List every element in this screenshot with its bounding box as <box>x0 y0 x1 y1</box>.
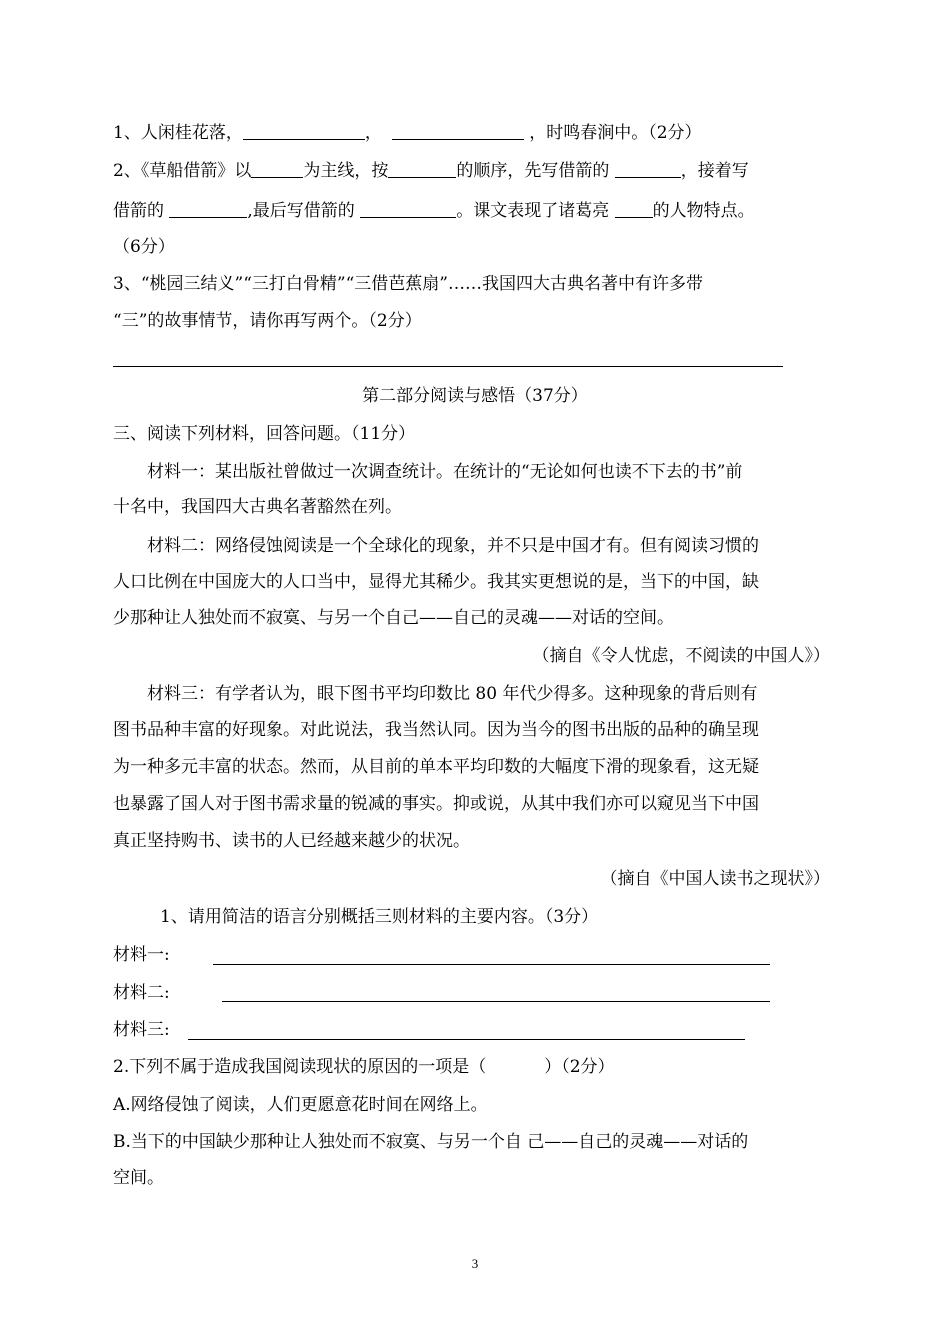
q1-text-a: 1、人闲桂花落， <box>113 123 243 143</box>
option-b-line-2: 空间。 <box>113 1168 164 1188</box>
answer-label-material-2: 材料二: <box>113 983 170 1003</box>
answer-line-material-2[interactable] <box>222 1001 770 1002</box>
material-2-source: （摘自《令人忧虑，不阅读的中国人》） <box>532 646 830 666</box>
material-3-line-5: 真正坚持购书、读书的人已经越来越少的状况。 <box>113 831 470 851</box>
material-3-source: （摘自《中国人读书之现状》） <box>600 869 830 889</box>
q2-blank-1[interactable] <box>251 159 303 178</box>
q2-blank-3[interactable] <box>615 159 681 178</box>
q2-text-e: 借箭的 <box>113 201 170 221</box>
q1-blank-1[interactable] <box>243 121 365 140</box>
material-3-line-1: 材料三：有学者认为，眼下图书平均印数比 80 年代少得多。这种现象的背后则有 <box>147 684 758 704</box>
answer-label-material-1: 材料一: <box>113 945 170 965</box>
q2-text-d: ，接着写 <box>680 161 749 181</box>
material-2-line-1: 材料二：网络侵蚀阅读是一个全球化的现象，并不只是中国才有。但有阅读习惯的 <box>147 536 759 556</box>
q1-blank-2[interactable] <box>392 121 524 140</box>
q2-line-1 <box>113 159 749 182</box>
q2-text-c: 的顺序，先写借箭的 <box>456 161 615 181</box>
material-2-line-2: 人口比例在中国庞大的人口当中，显得尤其稀少。我其实更想说的是，当下的中国，缺 <box>113 572 759 592</box>
q2-text-b: 为主线，按 <box>303 161 389 181</box>
material-3-line-2: 图书品种丰富的好现象。对此说法，我当然认同。因为当今的图书出版的品种的确呈现 <box>113 720 759 740</box>
answer-line-material-3[interactable] <box>188 1039 745 1040</box>
material-2-line-3: 少那种让人独处而不寂寞、与另一个自己——自己的灵魂——对话的空间。 <box>113 608 674 628</box>
q2-blank-6[interactable] <box>615 199 653 218</box>
q2-line-2 <box>113 199 755 222</box>
q2-text-h: 的人物特点。 <box>652 201 755 221</box>
q1-text-c: ，时鸣春涧中。（2分） <box>523 123 702 143</box>
q2-blank-4[interactable] <box>169 199 247 218</box>
section-three-heading: 三、阅读下列材料，回答问题。（11分） <box>113 424 416 444</box>
q2-text-a: 2、《草船借箭》以 <box>113 161 252 181</box>
option-b-line-1: B.当下的中国缺少那种让人独处而不寂寞、与另一个自 己——自己的灵魂——对话的 <box>113 1132 749 1152</box>
material-3-line-4: 也暴露了国人对于图书需求量的锐减的事实。抑或说，从其中我们亦可以窥见当下中国 <box>113 794 759 814</box>
option-a: A.网络侵蚀了阅读，人们更愿意花时间在网络上。 <box>113 1095 488 1115</box>
page-number: 3 <box>471 1256 479 1271</box>
q3-line-1: 3、“桃园三结义”“三打白骨精”“三借芭蕉扇”……我国四大古典名著中有许多带 <box>113 274 703 294</box>
q2-blank-2[interactable] <box>388 159 456 178</box>
reading-q2 <box>113 1056 615 1078</box>
q2-text-g: 。课文表现了诸葛亮 <box>456 201 615 221</box>
q2-blank-5[interactable] <box>360 199 456 218</box>
material-1-line-2: 十名中，我国四大古典名著豁然在列。 <box>113 497 402 517</box>
material-3-line-3: 为一种多元丰富的状态。然而，从目前的单本平均印数的大幅度下滑的现象看，这无疑 <box>113 757 759 777</box>
q2-score: （6分） <box>113 237 175 257</box>
q3-answer-line[interactable] <box>113 366 783 367</box>
material-1-line-1: 材料一：某出版社曾做过一次调查统计。在统计的“无论如何也读不下去的书”前 <box>147 462 743 482</box>
part2-title: 第二部分阅读与感悟（37分） <box>362 386 588 406</box>
reading-q2-text-a: 2.下列不属于造成我国阅读现状的原因的一项是（ <box>113 1057 487 1077</box>
answer-label-material-3: 材料三: <box>113 1020 170 1040</box>
answer-line-material-1[interactable] <box>213 964 770 965</box>
q3-line-2: “三”的故事情节，请你再写两个。（2分） <box>113 311 422 331</box>
q1-text-b: ， <box>364 123 382 143</box>
q2-text-f: ,最后写借箭的 <box>247 201 361 221</box>
reading-q2-text-b: ）（2分） <box>544 1057 615 1077</box>
q1-line <box>113 121 702 144</box>
reading-q1: 1、请用简洁的语言分别概括三则材料的主要内容。（3分） <box>160 907 599 927</box>
